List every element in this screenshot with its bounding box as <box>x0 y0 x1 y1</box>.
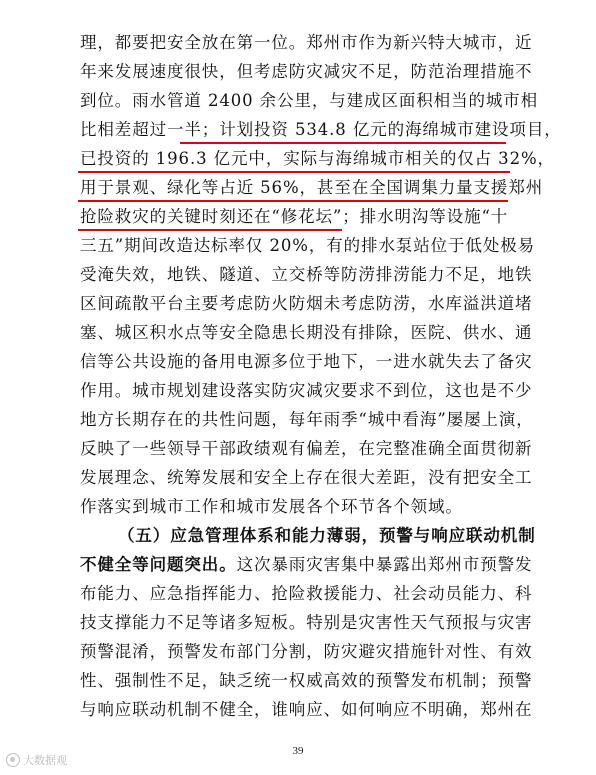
highlight-underline <box>180 142 506 144</box>
text-line: 地方长期存在的共性问题，每年雨季“城中看海”屡屡上演， <box>80 410 534 429</box>
text-line: 技支撑能力不足等诸多短板。特别是灾害性天气预报与灾害 <box>80 613 533 632</box>
section-heading: （五）应急管理体系和能力薄弱，预警与响应联动机制 <box>118 526 536 545</box>
text-line: 受淹失效，地铁、隧道、立交桥等防涝排涝能力不足，地铁 <box>80 265 533 284</box>
text-line: 信等公共设施的备用电源多位于地下，一进水就失去了备灾 <box>80 352 533 371</box>
text-line: 预警混淆，预警发布部门分割，防灾避灾措施针对性、有效 <box>80 642 533 661</box>
text-line: 反映了一些领导干部政绩观有偏差，在完整准确全面贯彻新 <box>80 439 533 458</box>
text-line: 用于景观、绿化等占近 56%，甚至在全国调集力量支援郑州 <box>80 178 544 197</box>
text-line: 三五”期间改造达标率仅 20%，有的排水泵站位于低处极易 <box>80 236 536 255</box>
text-line: 理，都要把安全放在第一位。郑州市作为新兴特大城市，近 <box>80 33 533 52</box>
highlight-underline <box>78 229 342 231</box>
text-line: 到位。雨水管道 2400 余公里，与建成区面积相当的城市相 <box>80 91 539 110</box>
watermark-logo-icon <box>6 753 20 767</box>
text-line: 布能力、应急指挥能力、抢险救援能力、社会动员能力、科 <box>80 584 533 603</box>
highlight-underline <box>78 200 508 202</box>
section-heading-line <box>80 552 532 578</box>
section-heading-tail: 不健全等问题突出。 <box>80 555 237 574</box>
text-line: 抢险救灾的关键时刻还在“修花坛”；排水明沟等设施“十 <box>80 207 509 226</box>
text-line: 已投资的 196.3 亿元中，实际与海绵城市相关的仅占 32%， <box>80 149 555 168</box>
text-line: 发展理念、统筹发展和安全上存在很大差距，没有把安全工 <box>80 468 533 487</box>
text-line: 年来发展速度很快，但考虑防灾减灾不足，防范治理措施不 <box>80 62 533 81</box>
text-line: 区间疏散平台主要考虑防火防烟未考虑防涝，水库溢洪道堵 <box>80 294 533 313</box>
section-text: 这次暴雨灾害集中暴露出郑州市预警发 <box>236 555 533 574</box>
text-line: 比相差超过一半；计划投资 534.8 亿元的海绵城市建设项目， <box>80 120 562 139</box>
highlight-underline <box>78 171 510 173</box>
text-line: 作落实到城市工作和城市发展各个环节各个领域。 <box>80 497 463 516</box>
text-line: 作用。城市规划建设落实防灾减灾要求不到位，这也是不少 <box>80 381 533 400</box>
text-line: 与响应联动机制不健全，谁响应、如何响应不明确，郑州在 <box>80 700 533 719</box>
watermark-text: 大数据观 <box>23 754 67 767</box>
text-line: 塞、城区积水点等安全隐患长期没有排除，医院、供水、通 <box>80 323 533 342</box>
page-number: 39 <box>292 745 304 757</box>
watermark <box>6 752 67 768</box>
text-line: 性、强制性不足，缺乏统一权威高效的预警发布机制；预警 <box>80 671 533 690</box>
